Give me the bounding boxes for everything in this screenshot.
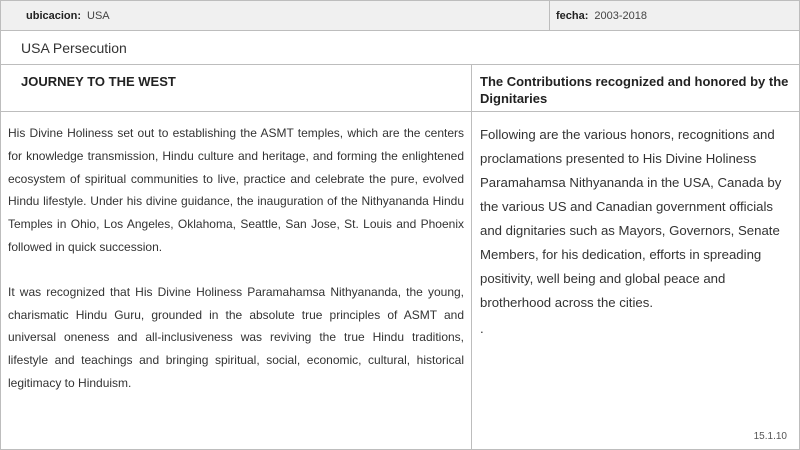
right-paragraph: Following are the various honors, recognitions and proclamations presented to His Divine Holiness Paramahamsa Nithyananda in the USA, Canada by the various US and Canadian government officials and dignitaries such as Mayors, Governors, Senate Members, for his dedication, efforts in spreading positivity, well being and global peace and brotherhood across the cities. — [480, 127, 782, 310]
trailing-dot: . — [480, 321, 484, 336]
date-label: fecha: — [556, 9, 589, 22]
header-row — [1, 1, 799, 31]
date-value: 2003-2018 — [594, 9, 648, 22]
left-paragraph-2: It was recognized that His Divine Holiness Paramahamsa Nithyananda, the young, charismatic Hindu Guru, grounded in the absolute true principles of ASMT and universal oneness and all-inclusiveness was reviving the true Hindu traditions, lifestyle and teachings and bringing spiritual, social, economic, cultural, historical legitimacy to Hinduism. — [8, 284, 464, 390]
location-cell — [1, 1, 550, 30]
paragraph-spacer — [8, 259, 464, 281]
left-column-body — [1, 112, 472, 449]
location-value: USA — [87, 9, 110, 22]
right-column-body — [472, 112, 799, 449]
left-column-heading: JOURNEY TO THE WEST — [1, 65, 472, 112]
location-label: ubicacion: — [26, 9, 82, 22]
section-subtitle: USA Persecution — [1, 31, 799, 65]
left-paragraph-1: His Divine Holiness set out to establishing the ASMT temples, which are the centers for knowledge transmission, Hindu culture and heritage, and forming the enlightened ecosystem of spiritual communities to live, practice and celebrate the pure, evolved Hindu lifestyle. Under his divine guidance, the inauguration of the Nithyananda Hindu Temples in Ohio, Los Angeles, Oklahoma, Seattle, San Jose, St. Louis and Phoenix followed in quick succession. — [8, 126, 464, 254]
right-column-heading: The Contributions recognized and honored by the Dignitaries — [472, 65, 799, 112]
date-cell — [550, 1, 799, 30]
page-number: 15.1.10 — [753, 431, 787, 442]
